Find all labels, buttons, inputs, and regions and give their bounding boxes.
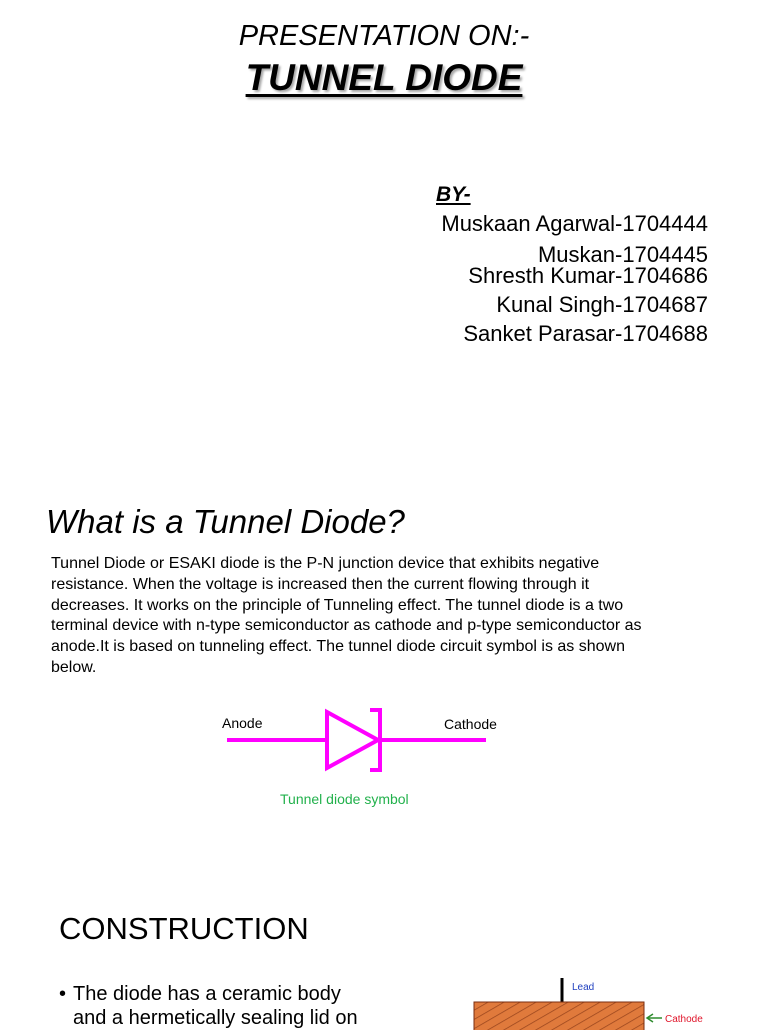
list-item [59, 982, 379, 1030]
lead-label: Lead [572, 982, 595, 993]
cathode-diagram-label: Cathode [665, 1014, 703, 1025]
cathode-label: Cathode [444, 716, 497, 732]
author-name: Kunal Singh-1704687 [496, 292, 708, 317]
symbol-caption: Tunnel diode symbol [280, 791, 409, 807]
presentation-title: TUNNEL DIODE [245, 57, 523, 98]
bullet-list [59, 982, 379, 1030]
section-title: CONSTRUCTION [59, 911, 309, 946]
diode-triangle [327, 712, 378, 768]
author-name: Muskan-1704445 [537, 242, 708, 267]
author-name: Muskaan Agarwal-1704444 [441, 211, 708, 236]
bullet-icon: • [59, 983, 67, 1005]
list-item-text: The diode has a ceramic body and a hermetically sealing lid on [73, 983, 358, 1029]
presentation-eyebrow: PRESENTATION ON:- [238, 20, 530, 52]
diode-body-hatching [474, 1002, 644, 1030]
tunnel-diode-symbol-figure [210, 700, 520, 812]
construction-diagram [440, 974, 730, 1030]
author-name: Sanket Parasar-1704688 [463, 321, 708, 346]
section-title: What is a Tunnel Diode? [46, 503, 405, 540]
by-label: BY- [436, 183, 471, 206]
section-body-text: Tunnel Diode or ESAKI diode is the P-N junction device that exhibits negative resistance. When the voltage is increased then the current flowing through it decreases. It works on the principle of Tunneling effect. The tunnel diode is a two terminal device with n-type semiconductor as cathode and p-type semiconductor as anode.It is based on tunneling effect. The tunnel diode circuit symbol is as shown below. [51, 555, 642, 676]
anode-label: Anode [222, 715, 263, 731]
author-name: Shresth Kumar-1704686 [468, 263, 708, 288]
